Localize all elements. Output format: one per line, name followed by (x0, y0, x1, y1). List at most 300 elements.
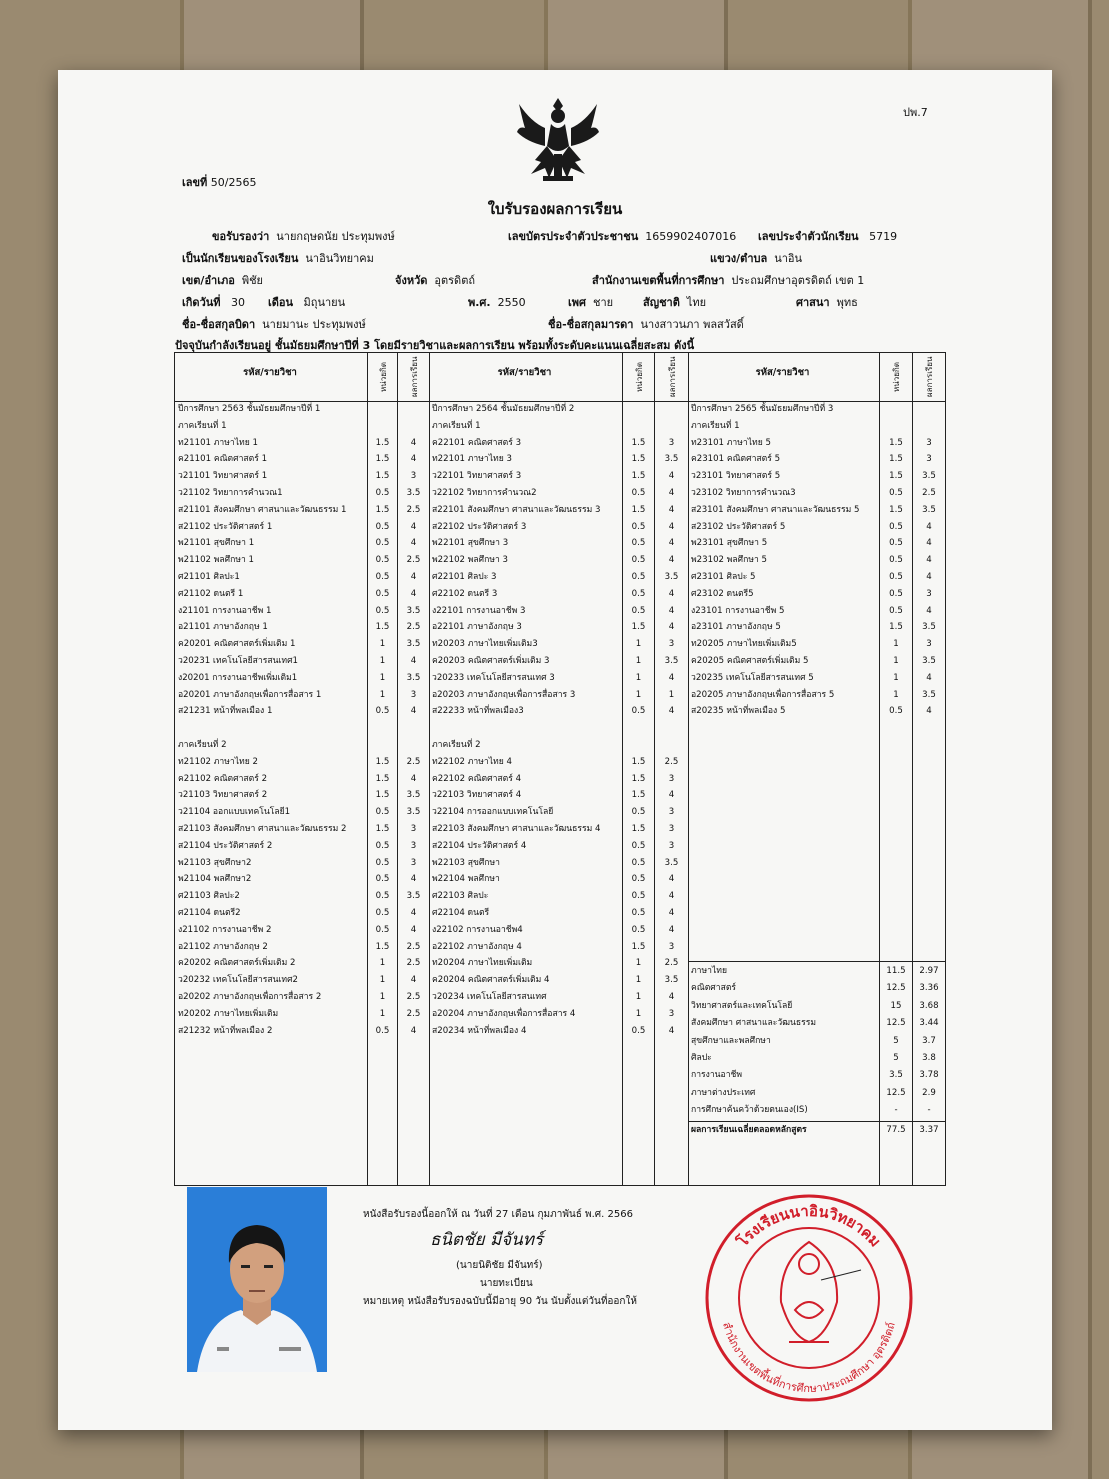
subject-credit: 1 (379, 1008, 386, 1019)
subject-grade: 4 (410, 572, 417, 582)
subject-grade: 3.5 (664, 857, 679, 868)
father-label: ชื่อ-ชื่อสกุลบิดา (182, 318, 256, 331)
summary-credit: 12.5 (886, 983, 906, 994)
subject-grade: 4 (668, 874, 675, 885)
subject-grade: 4 (668, 488, 675, 498)
subject-grade: 4 (668, 1025, 675, 1036)
subject-grade: 4 (668, 555, 675, 566)
doc-no: 50/2565 (210, 176, 257, 189)
subject-credit: 0.5 (631, 874, 646, 885)
subject-name: ส22102 ประวัติศาสตร์ 3 (432, 521, 527, 532)
subject-credit: 1 (379, 656, 386, 666)
student-no-value: 5719 (869, 230, 898, 243)
stamp-bottom-text: สำนักงานเขตพื้นที่การศึกษาประถมศึกษา อุตรดิตถ์ (720, 1320, 898, 1396)
subject-grade: 3.5 (406, 790, 421, 801)
subject-name: ส23102 ประวัติศาสตร์ 5 (691, 521, 786, 532)
summary-gpa: 3.36 (919, 983, 939, 994)
summary-divider (688, 961, 945, 962)
total-gpa: 3.37 (919, 1124, 939, 1135)
subject-credit: 1 (379, 639, 386, 650)
signer-position: นายทะเบียน (480, 1278, 533, 1289)
subject-credit: 1 (893, 656, 899, 666)
subject-grade: 4 (410, 908, 417, 918)
page-title: ใบรับรองผลการเรียน (487, 200, 623, 218)
subject-name: ส22101 สังคมศึกษา ศาสนาและวัฒนธรรม 3 (432, 504, 601, 515)
subject-name: ค20202 คณิตศาสตร์เพิ่มเติม 2 (178, 958, 296, 969)
subject-grade: 4 (926, 672, 932, 683)
term-label: ภาคเรียนที่ 2 (432, 740, 481, 750)
subject-grade: 3.5 (664, 572, 679, 582)
subject-credit: 1 (635, 689, 642, 700)
subject-grade: 3.5 (406, 605, 421, 616)
subject-name: ส22233 หน้าที่พลเมือง3 (432, 706, 524, 717)
subject-credit: 1.5 (631, 773, 646, 784)
subject-name: ท20204 ภาษาไทยเพิ่มเติม (432, 958, 533, 969)
column-header-subject: รหัส/รายวิชา (497, 367, 552, 378)
subject-name: ส20234 หน้าที่พลเมือง 4 (432, 1025, 527, 1036)
subject-name: ค23101 คณิตศาสตร์ 5 (691, 454, 781, 465)
subject-grade: 4 (926, 605, 932, 616)
office-label: สำนักงานเขตพื้นที่การศึกษา (592, 274, 725, 287)
subject-credit: 0.5 (375, 555, 390, 566)
subject-credit: 1 (635, 958, 642, 969)
subject-name: พ22101 สุขศึกษา 3 (432, 538, 509, 549)
subject-credit: 1.5 (375, 454, 390, 465)
subject-name: ว20231 เทคโนโลยีสารสนเทศ1 (178, 656, 298, 666)
subject-credit: 1.5 (375, 756, 390, 767)
subject-credit: 0.5 (375, 488, 390, 498)
mother-value: นางสาวนภา พลสวัสดิ์ (640, 318, 744, 331)
subject-grade: 4 (668, 538, 675, 549)
subject-grade: 2.5 (406, 958, 421, 969)
subject-name: ศ23102 ดนตรี5 (691, 588, 754, 599)
subject-credit: 1.5 (889, 622, 903, 633)
subject-name: อ20205 ภาษาอังกฤษเพื่อการสื่อสาร 5 (691, 689, 835, 700)
id-card-value: 1659902407016 (645, 230, 737, 243)
subject-grade: 4 (668, 471, 675, 482)
subject-grade: 4 (410, 538, 417, 549)
subject-credit: 1.5 (375, 471, 390, 482)
subject-name: ส21104 ประวัติศาสตร์ 2 (178, 840, 273, 851)
subject-credit: 0.5 (631, 538, 646, 549)
subject-name: พ21103 สุขศึกษา2 (178, 857, 252, 868)
subject-credit: 0.5 (375, 807, 390, 818)
subject-grade: 2.5 (406, 992, 421, 1002)
subject-credit: 0.5 (631, 1025, 646, 1036)
subject-grade: 4 (410, 773, 417, 784)
student-photo (187, 1187, 327, 1372)
subject-name: พ22104 พลศึกษา (432, 874, 500, 885)
subject-credit: 0.5 (889, 538, 903, 549)
subject-grade: 4 (410, 656, 417, 666)
subject-name: ส21101 สังคมศึกษา ศาสนาและวัฒนธรรม 1 (178, 504, 347, 515)
subject-name: ค21102 คณิตศาสตร์ 2 (178, 773, 268, 784)
subject-name: พ22103 สุขศึกษา (432, 857, 501, 868)
subject-name: ว22101 วิทยาศาสตร์ 3 (432, 471, 522, 482)
subject-credit: 0.5 (889, 555, 903, 566)
subject-credit: 1 (893, 639, 899, 650)
subject-credit: 1 (379, 992, 386, 1002)
subject-credit: 0.5 (375, 572, 390, 582)
stamp-top-text: โรงเรียนนาอินวิทยาคม (733, 1201, 885, 1251)
subject-grade: 3.5 (406, 639, 421, 650)
subject-grade: 4 (926, 521, 932, 532)
status-line: ปัจจุบันกำลังเรียนอยู่ ชั้นมัธยมศึกษาปีที่ 3 โดยมีรายวิชาและผลการเรียน พร้อมทั้งระดับคะแนนเฉลี่ยสะสม ดังนี้ (175, 339, 695, 352)
certify-label: ขอรับรองว่า (212, 230, 270, 243)
subject-grade: 2.5 (406, 756, 421, 767)
summary-gpa: 3.78 (919, 1070, 939, 1081)
subject-grade: 3.5 (406, 807, 421, 818)
subject-credit: 0.5 (375, 521, 390, 532)
subject-name: ว20234 เทคโนโลยีสารสนเทศ (432, 992, 547, 1002)
term-label: ภาคเรียนที่ 1 (178, 420, 227, 431)
column-header-grade: ผลการเรียน (925, 356, 934, 397)
subject-name: ว21101 วิทยาศาสตร์ 1 (178, 471, 268, 482)
mother-label: ชื่อ-ชื่อสกุลมารดา (548, 318, 634, 331)
nationality-label: สัญชาติ (643, 296, 680, 309)
subject-grade: 4 (668, 924, 675, 935)
subject-grade: 4 (668, 672, 675, 683)
column-header-credit: หน่วยกิต (378, 362, 388, 392)
province-value: อุตรดิตถ์ (434, 274, 475, 287)
subject-credit: 0.5 (631, 521, 646, 532)
subject-credit: 1.5 (889, 471, 903, 482)
subject-name: ศ21103 ศิลปะ2 (178, 891, 240, 902)
subdistrict-value: นาอิน (774, 252, 803, 265)
subject-grade: 3.5 (664, 454, 679, 465)
subject-grade: 3 (926, 639, 932, 650)
subject-grade: 4 (410, 588, 417, 599)
subject-credit: 0.5 (631, 488, 646, 498)
subject-name: ว20233 เทคโนโลยีสารสนเทศ 3 (432, 672, 555, 683)
subject-credit: 1.5 (375, 622, 390, 633)
subject-name: ง22101 การงานอาชีพ 3 (432, 605, 526, 616)
school-label: เป็นนักเรียนของโรงเรียน (182, 252, 299, 265)
subject-credit: 1.5 (375, 504, 390, 515)
birth-year-value: 2550 (497, 296, 526, 309)
summary-subject: ภาษาไทย (691, 966, 728, 976)
subject-name: ท20202 ภาษาไทยเพิ่มเติม (178, 1008, 279, 1019)
subject-credit: 1 (379, 975, 386, 986)
summary-subject: คณิตศาสตร์ (691, 983, 737, 994)
subject-credit: 1 (893, 689, 899, 700)
summary-gpa: 3.8 (922, 1053, 936, 1063)
summary-subject: สุขศึกษาและพลศึกษา (691, 1035, 771, 1046)
student-portrait-icon (187, 1187, 327, 1372)
school-value: นาอินวิทยาคม (305, 252, 374, 265)
issued-line: หนังสือรับรองนี้ออกให้ ณ วันที่ 27 เดือน กุมภาพันธ์ พ.ศ. 2566 (363, 1209, 633, 1220)
subject-name: พ21104 พลศึกษา2 (178, 874, 252, 885)
subject-name: ว21102 วิทยาการคำนวณ1 (178, 488, 283, 498)
subject-grade: 3 (668, 824, 675, 834)
subject-grade: 3.5 (664, 975, 679, 986)
subject-credit: 1.5 (375, 773, 390, 784)
subject-name: พ22102 พลศึกษา 3 (432, 555, 509, 566)
subject-grade: 2.5 (406, 1008, 421, 1019)
column-header-grade: ผลการเรียน (667, 356, 677, 397)
summary-credit: 5 (893, 1053, 899, 1063)
summary-subject: สังคมศึกษา ศาสนาและวัฒนธรรม (691, 1018, 816, 1029)
summary-credit: - (894, 1105, 898, 1116)
summary-subject: การศึกษาค้นคว้าด้วยตนเอง(IS) (691, 1105, 808, 1116)
subject-credit: 0.5 (631, 857, 646, 868)
subject-grade: 3 (668, 639, 675, 650)
subject-grade: 3 (410, 689, 417, 700)
subject-grade: 4 (926, 538, 932, 549)
subject-name: ง22102 การงานอาชีพ4 (432, 924, 523, 935)
summary-credit: 11.5 (886, 966, 906, 976)
subject-credit: 0.5 (375, 706, 390, 717)
subject-credit: 0.5 (889, 521, 903, 532)
term-label: ภาคเรียนที่ 1 (691, 420, 740, 431)
subject-grade: 4 (926, 555, 932, 566)
subject-name: ท20203 ภาษาไทยเพิ่มเติม3 (432, 639, 538, 650)
subject-credit: 0.5 (889, 572, 903, 582)
summary-gpa: 2.97 (919, 966, 939, 976)
subject-credit: 1 (379, 672, 386, 683)
subject-credit: 1.5 (631, 824, 646, 834)
subject-name: ส21102 ประวัติศาสตร์ 1 (178, 521, 273, 532)
student-name: นายกฤษดนัย ประทุมพงษ์ (276, 230, 395, 243)
summary-credit: 12.5 (886, 1018, 906, 1029)
subject-grade: 2.5 (922, 488, 936, 498)
birth-day-value: 30 (231, 296, 246, 309)
summary-credit: 3.5 (889, 1070, 903, 1081)
subject-credit: 0.5 (631, 588, 646, 599)
subject-credit: 0.5 (889, 588, 903, 599)
subject-name: ง23101 การงานอาชีพ 5 (691, 605, 785, 616)
subject-grade: 2.5 (406, 622, 421, 633)
subject-credit: 1 (893, 672, 899, 683)
column-header-subject: รหัส/รายวิชา (755, 367, 810, 378)
subject-credit: 1.5 (631, 454, 646, 465)
subject-grade: 4 (668, 908, 675, 918)
year-title: ปีการศึกษา 2565 ชั้นมัธยมศึกษาปีที่ 3 (691, 404, 834, 414)
summary-gpa: 3.44 (919, 1018, 939, 1029)
subdistrict-label: แขวง/ตำบล (710, 252, 768, 265)
term-label: ภาคเรียนที่ 1 (432, 420, 481, 431)
term-label: ภาคเรียนที่ 2 (178, 740, 227, 750)
subject-credit: 0.5 (631, 572, 646, 582)
subject-grade: 4 (410, 521, 417, 532)
subject-name: ค22102 คณิตศาสตร์ 4 (432, 773, 522, 784)
summary-subject: ภาษาต่างประเทศ (691, 1087, 756, 1098)
subject-grade: 4 (668, 622, 675, 633)
religion-label: ศาสนา (796, 296, 830, 309)
subject-credit: 0.5 (375, 1025, 390, 1036)
summary-gpa: 3.7 (922, 1035, 936, 1046)
subject-grade: 3 (410, 840, 417, 851)
subject-grade: 3 (668, 807, 675, 818)
subject-grade: 3 (410, 824, 417, 834)
subject-name: ค22101 คณิตศาสตร์ 3 (432, 437, 522, 448)
subject-grade: 3.5 (406, 488, 421, 498)
signer-name: (นายนิติชัย มีจันทร์) (456, 1260, 543, 1271)
office-value: ประถมศึกษาอุตรดิตถ์ เขต 1 (731, 274, 865, 287)
subject-grade: 3.5 (922, 656, 936, 666)
subject-name: ท22101 ภาษาไทย 3 (432, 454, 512, 465)
garuda-emblem-icon (513, 94, 603, 186)
subject-grade: 3.5 (664, 656, 679, 666)
subject-credit: 1.5 (375, 941, 390, 952)
subject-grade: 4 (410, 454, 417, 465)
subject-name: อ21101 ภาษาอังกฤษ 1 (178, 622, 268, 633)
sex-label: เพศ (568, 296, 586, 309)
subject-name: อ20202 ภาษาอังกฤษเพื่อการสื่อสาร 2 (178, 992, 322, 1002)
subject-credit: 0.5 (889, 706, 903, 717)
subject-name: ว23101 วิทยาศาสตร์ 5 (691, 471, 781, 482)
summary-gpa: 2.9 (922, 1087, 936, 1098)
subject-credit: 0.5 (375, 605, 390, 616)
subject-grade: 3 (410, 857, 417, 868)
subject-credit: 1.5 (631, 941, 646, 952)
subject-credit: 1.5 (631, 756, 646, 767)
summary-credit: 15 (890, 1000, 902, 1011)
subject-name: ส23101 สังคมศึกษา ศาสนาและวัฒนธรรม 5 (691, 504, 860, 515)
column-header-credit: หน่วยกิต (634, 362, 644, 392)
subject-grade: 3 (668, 941, 675, 952)
subject-name: ว22104 การออกแบบเทคโนโลยี (432, 807, 554, 818)
subject-grade: 3.5 (922, 622, 936, 633)
subject-credit: 1.5 (631, 504, 646, 515)
subject-credit: 0.5 (631, 908, 646, 918)
subject-credit: 1 (635, 992, 642, 1002)
subject-credit: 1.5 (889, 504, 903, 515)
subject-name: ว20232 เทคโนโลยีสารสนเทศ2 (178, 975, 298, 986)
summary-subject: วิทยาศาสตร์และเทคโนโลยี (691, 1000, 793, 1011)
subject-name: ว20235 เทคโนโลยีสารสนเทศ 5 (691, 672, 814, 683)
subject-name: พ21102 พลศึกษา 1 (178, 555, 255, 566)
subject-credit: 0.5 (631, 840, 646, 851)
district-label: เขต/อำเภอ (182, 274, 235, 287)
subject-grade: 4 (668, 504, 675, 515)
subject-name: ส22103 สังคมศึกษา ศาสนาและวัฒนธรรม 4 (432, 824, 601, 834)
column-header-grade: ผลการเรียน (409, 356, 419, 397)
school-seal-stamp (703, 1192, 915, 1404)
subject-credit: 1.5 (889, 437, 903, 448)
subject-credit: 0.5 (375, 588, 390, 599)
subject-grade: 3.5 (922, 471, 936, 482)
subject-name: ศ22103 ศิลปะ (432, 891, 489, 902)
subject-name: ศ22104 ดนตรี (432, 908, 490, 918)
subject-grade: 3 (926, 437, 932, 448)
subject-name: พ21101 สุขศึกษา 1 (178, 538, 255, 549)
subject-grade: 3 (668, 773, 675, 784)
subject-name: ส21231 หน้าที่พลเมือง 1 (178, 706, 273, 717)
subject-name: ค20204 คณิตศาสตร์เพิ่มเติม 4 (432, 975, 550, 986)
subject-grade: 4 (926, 572, 932, 582)
subject-credit: 0.5 (631, 924, 646, 935)
subject-name: ท20205 ภาษาไทยเพิ่มเติม5 (691, 639, 797, 650)
subject-credit: 1.5 (375, 790, 390, 801)
doc-no-label: เลขที่ (182, 176, 208, 189)
subject-grade: 4 (668, 790, 675, 801)
subject-credit: 0.5 (375, 874, 390, 885)
subject-grade: 4 (668, 891, 675, 902)
subject-name: ว22102 วิทยาการคำนวณ2 (432, 488, 537, 498)
validity-note: หมายเหตุ หนังสือรับรองฉบับนี้มีอายุ 90 วัน นับตั้งแต่วันที่ออกให้ (363, 1296, 637, 1307)
form-code: ปพ.7 (903, 106, 928, 119)
subject-grade: 3.5 (406, 891, 421, 902)
subject-credit: 1 (379, 958, 386, 969)
subject-credit: 0.5 (631, 605, 646, 616)
subject-grade: 2.5 (664, 958, 679, 969)
district-value: พิชัย (241, 274, 264, 287)
subject-grade: 4 (410, 975, 417, 986)
summary-credit: 12.5 (886, 1087, 906, 1098)
subject-grade: 4 (410, 437, 417, 448)
subject-name: ศ21104 ดนตรี2 (178, 908, 241, 918)
subject-name: ศ22101 ศิลปะ 3 (432, 572, 497, 582)
subject-credit: 0.5 (631, 891, 646, 902)
subject-grade: 4 (410, 924, 417, 935)
subject-name: พ23101 สุขศึกษา 5 (691, 538, 768, 549)
birth-month-value: มิถุนายน (303, 296, 346, 309)
subject-name: ว23102 วิทยาการคำนวณ3 (691, 488, 796, 498)
subject-credit: 1.5 (631, 622, 646, 633)
subject-name: ง21102 การงานอาชีพ 2 (178, 924, 272, 935)
column-header-subject: รหัส/รายวิชา (243, 367, 297, 378)
year-title: ปีการศึกษา 2563 ชั้นมัธยมศึกษาปีที่ 1 (178, 404, 321, 414)
subject-grade: 3 (926, 588, 932, 599)
summary-subject: ศิลปะ (691, 1053, 712, 1063)
subject-name: ค20205 คณิตศาสตร์เพิ่มเติม 5 (691, 656, 809, 666)
grade-table (174, 352, 946, 1186)
subject-credit: 0.5 (375, 538, 390, 549)
subject-grade: 4 (926, 706, 932, 717)
summary-gpa: 3.68 (919, 1000, 939, 1011)
subject-name: ศ23101 ศิลปะ 5 (691, 572, 756, 582)
subject-credit: 1 (635, 975, 642, 986)
subject-grade: 4 (668, 588, 675, 599)
province-label: จังหวัด (395, 274, 428, 287)
subject-name: ศ21101 ศิลปะ1 (178, 572, 240, 582)
year-title: ปีการศึกษา 2564 ชั้นมัธยมศึกษาปีที่ 2 (432, 404, 575, 414)
subject-credit: 0.5 (375, 840, 390, 851)
subject-name: อ22101 ภาษาอังกฤษ 3 (432, 622, 522, 633)
subject-grade: 3.5 (406, 672, 421, 683)
subject-name: ศ21102 ดนตรี 1 (178, 588, 244, 599)
father-value: นายมานะ ประทุมพงษ์ (262, 318, 366, 331)
subject-name: ส21103 สังคมศึกษา ศาสนาและวัฒนธรรม 2 (178, 824, 347, 834)
subject-name: ง21101 การงานอาชีพ 1 (178, 605, 272, 616)
subject-credit: 0.5 (631, 555, 646, 566)
subject-credit: 1.5 (631, 790, 646, 801)
summary-credit: 5 (893, 1035, 899, 1046)
subject-name: ว21103 วิทยาศาสตร์ 2 (178, 790, 268, 801)
subject-grade: 2.5 (406, 941, 421, 952)
subject-credit: 0.5 (631, 706, 646, 717)
nationality-value: ไทย (686, 296, 707, 309)
subject-grade: 4 (668, 521, 675, 532)
subject-name: อ23101 ภาษาอังกฤษ 5 (691, 622, 781, 633)
id-card-label: เลขบัตรประจำตัวประชาชน (508, 230, 639, 243)
subject-grade: 3 (668, 840, 675, 851)
subject-credit: 1.5 (631, 437, 646, 448)
subject-name: ท22102 ภาษาไทย 4 (432, 756, 512, 767)
subject-name: ส22104 ประวัติศาสตร์ 4 (432, 840, 527, 851)
subject-name: ส20235 หน้าที่พลเมือง 5 (691, 706, 786, 717)
subject-grade: 3 (926, 454, 932, 465)
summary-subject: การงานอาชีพ (691, 1070, 743, 1081)
subject-grade: 4 (410, 1025, 417, 1036)
subject-credit: 1 (635, 639, 642, 650)
subject-credit: 1.5 (889, 454, 903, 465)
sex-value: ชาย (593, 296, 614, 309)
religion-value: พุทธ (836, 296, 858, 309)
subject-name: ค21101 คณิตศาสตร์ 1 (178, 454, 268, 465)
subject-credit: 1.5 (631, 471, 646, 482)
